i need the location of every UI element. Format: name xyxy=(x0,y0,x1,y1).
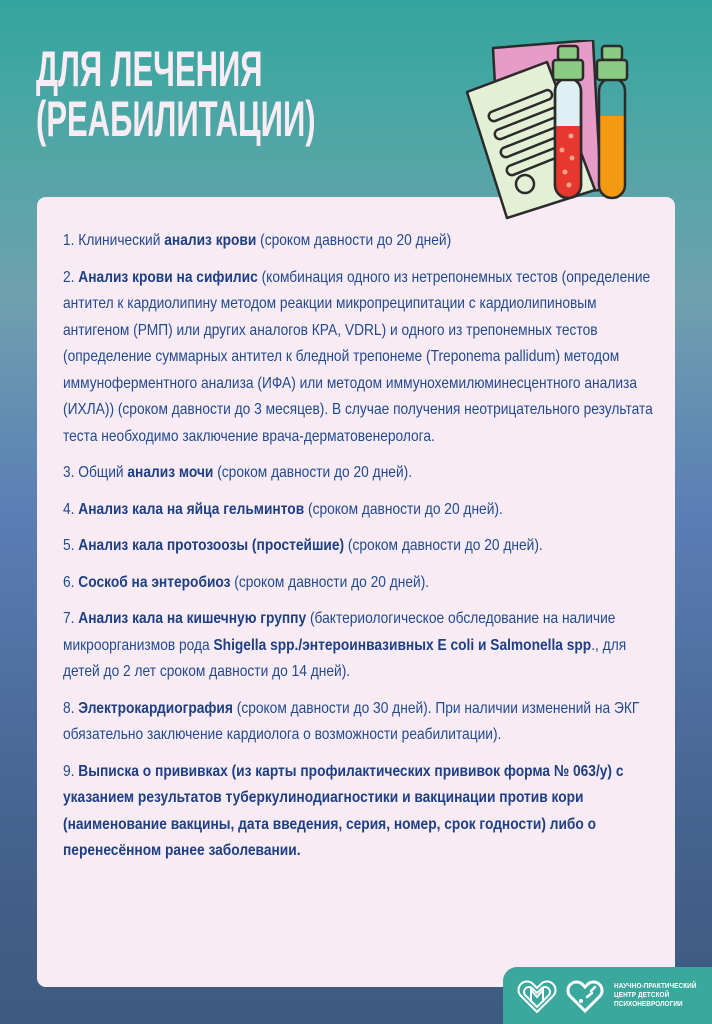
organization-name: НАУЧНО-ПРАКТИЧЕСКИЙ ЦЕНТР ДЕТСКОЙ ПСИХОНЕВРОЛОГИИ xyxy=(614,981,697,1008)
list-item-3: 3. Общий анализ мочи (сроком давности до 20 дней). xyxy=(63,464,413,481)
requirements-list xyxy=(63,228,663,875)
page-title xyxy=(36,41,316,147)
title-line-1: ДЛЯ ЛЕЧЕНИЯ xyxy=(36,41,263,97)
list-item-1: 1. Клинический анализ крови (сроком давности до 20 дней) xyxy=(63,232,452,249)
list-item-8: 8. Электрокардиография (сроком давности до 30 дней). При наличии изменений на ЭКГ обязательно заключение кардиолога о возможности реабилитации). xyxy=(63,699,640,743)
list-item-6: 6. Соскоб на энтеробиоз (сроком давности до 20 дней). xyxy=(63,573,430,591)
heart-hands-logo-icon xyxy=(565,979,605,1013)
documents-and-test-tubes-icon xyxy=(455,40,655,225)
list-item-5: 5. Анализ кала протозоозы (простейшие) (сроком давности до 20 дней). xyxy=(63,537,543,554)
list-item-2: 2. Анализ крови на сифилис (комбинация одного из нетрепонемных тестов (определение антител к кардиолипину методом реакции микропреципитации с кардиолипиновым антигеном (РМП) или других аналогов КРА, VDRL) и одного из трепонемных тестов (определение суммарных антител к бледной трепонеме (Treponema pallidum) методом иммуноферментного анализа (ИФА) или методом иммунохемилюминесцентного анализа (ИХЛА)) (сроком давности до 3 месяцев). В случае получения неотрицательного результата теста необходимо заключение врача-дерматовенеролога. xyxy=(63,268,653,445)
shield-m-logo-icon xyxy=(517,978,557,1014)
list-item-9: 9. Выписка о прививках (из карты профилактических прививок форма № 063/у) с указанием результатов туберкулинодиагностики и вакцинации против кори (наименование вакцины, дата введения, серия, номер, срок годности) либо о перенесённом ранее заболевании. xyxy=(63,762,624,859)
title-line-2: (РЕАБИЛИТАЦИИ) xyxy=(36,91,316,147)
organization-logo-bar xyxy=(503,967,712,1024)
list-item-7: 7. Анализ кала на кишечную группу (бактериологическое обследование на наличие микроорганизмов рода Shigella spp./энтероинвазивных E coli и Salmonella spp., для детей до 2 лет сроком давности до 14 дней). xyxy=(63,610,627,680)
list-item-4: 4. Анализ кала на яйца гельминтов (сроком давности до 20 дней). xyxy=(63,500,503,518)
